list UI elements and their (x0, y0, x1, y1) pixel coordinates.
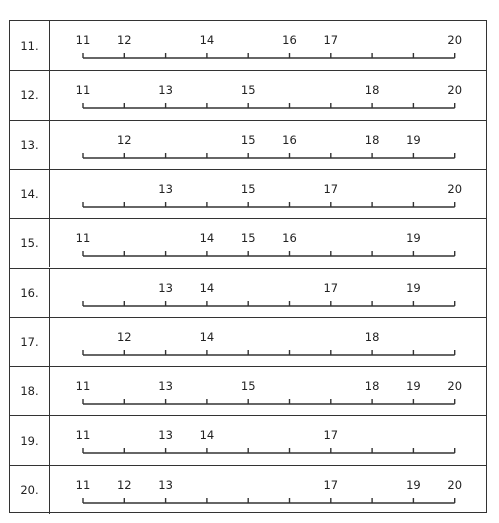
problem-number: 11. (10, 21, 50, 70)
number-line-cell (50, 466, 486, 514)
number-line-cell (50, 219, 486, 267)
problem-number: 14. (10, 170, 50, 218)
number-line (50, 367, 486, 415)
tick-label: 11 (75, 33, 91, 47)
tick-label: 17 (323, 280, 339, 295)
tick-label: 15 (240, 181, 256, 196)
problem-number: 12. (10, 71, 50, 119)
tick-label: 13 (158, 181, 173, 196)
number-line (50, 219, 486, 267)
number-line-cell (50, 318, 486, 366)
tick-label: 14 (199, 329, 215, 344)
number-line-cell (50, 71, 486, 119)
tick-label: 13 (158, 280, 173, 295)
problem-number: 17. (10, 318, 50, 366)
tick-label: 15 (240, 379, 256, 394)
problem-number: 20. (10, 466, 50, 514)
tick-label: 14 (199, 280, 215, 295)
tick-label: 19 (406, 231, 421, 246)
tick-label: 15 (240, 83, 256, 98)
tick-label: 14 (199, 33, 215, 47)
problem-row (10, 268, 486, 317)
number-line (50, 318, 486, 366)
tick-label: 11 (75, 477, 91, 492)
tick-label: 18 (364, 379, 380, 394)
tick-label: 18 (364, 83, 380, 98)
number-line-cell (50, 21, 486, 70)
problem-number: 18. (10, 367, 50, 415)
problem-row (10, 317, 486, 366)
tick-label: 20 (447, 379, 463, 394)
problem-row (10, 366, 486, 415)
tick-label: 17 (323, 181, 339, 196)
number-line-cell (50, 416, 486, 464)
tick-label: 14 (199, 428, 215, 443)
tick-label: 18 (364, 329, 380, 344)
tick-label: 11 (75, 379, 91, 394)
number-line (50, 170, 486, 218)
tick-label: 17 (323, 477, 339, 492)
problem-row (10, 120, 486, 169)
number-line-cell (50, 170, 486, 218)
number-line-cell (50, 367, 486, 415)
tick-label: 20 (447, 181, 463, 196)
problem-number: 15. (10, 219, 50, 267)
number-line (50, 416, 486, 464)
number-line (50, 121, 486, 169)
problem-number: 16. (10, 269, 50, 317)
tick-label: 20 (447, 477, 463, 492)
problem-row (10, 70, 486, 119)
tick-label: 15 (240, 231, 256, 246)
number-line-cell (50, 121, 486, 169)
problem-number: 19. (10, 416, 50, 464)
tick-label: 12 (116, 477, 132, 492)
problem-row (10, 21, 486, 70)
tick-label: 12 (116, 329, 132, 344)
tick-label: 13 (158, 379, 173, 394)
tick-label: 19 (406, 477, 421, 492)
tick-label: 12 (116, 33, 132, 47)
tick-label: 12 (116, 132, 132, 147)
tick-label: 19 (406, 379, 421, 394)
tick-label: 14 (199, 231, 215, 246)
tick-label: 17 (323, 33, 339, 47)
tick-label: 16 (282, 33, 297, 47)
tick-label: 15 (240, 132, 256, 147)
problem-row (10, 465, 486, 514)
tick-label: 13 (158, 477, 173, 492)
problem-number: 13. (10, 121, 50, 169)
tick-label: 11 (75, 231, 91, 246)
tick-label: 13 (158, 83, 173, 98)
tick-label: 13 (158, 428, 173, 443)
problem-row (10, 415, 486, 464)
number-line (50, 269, 486, 317)
tick-label: 20 (447, 33, 463, 47)
tick-label: 18 (364, 132, 380, 147)
problem-row (10, 169, 486, 218)
tick-label: 16 (282, 231, 297, 246)
tick-label: 17 (323, 428, 339, 443)
number-line-cell (50, 269, 486, 317)
problem-row (10, 218, 486, 267)
number-line (50, 71, 486, 119)
tick-label: 19 (406, 280, 421, 295)
number-line-worksheet (9, 20, 487, 513)
tick-label: 16 (282, 132, 297, 147)
tick-label: 20 (447, 83, 463, 98)
tick-label: 11 (75, 83, 91, 98)
number-line (50, 21, 486, 70)
tick-label: 11 (75, 428, 91, 443)
tick-label: 19 (406, 132, 421, 147)
number-line (50, 466, 486, 514)
